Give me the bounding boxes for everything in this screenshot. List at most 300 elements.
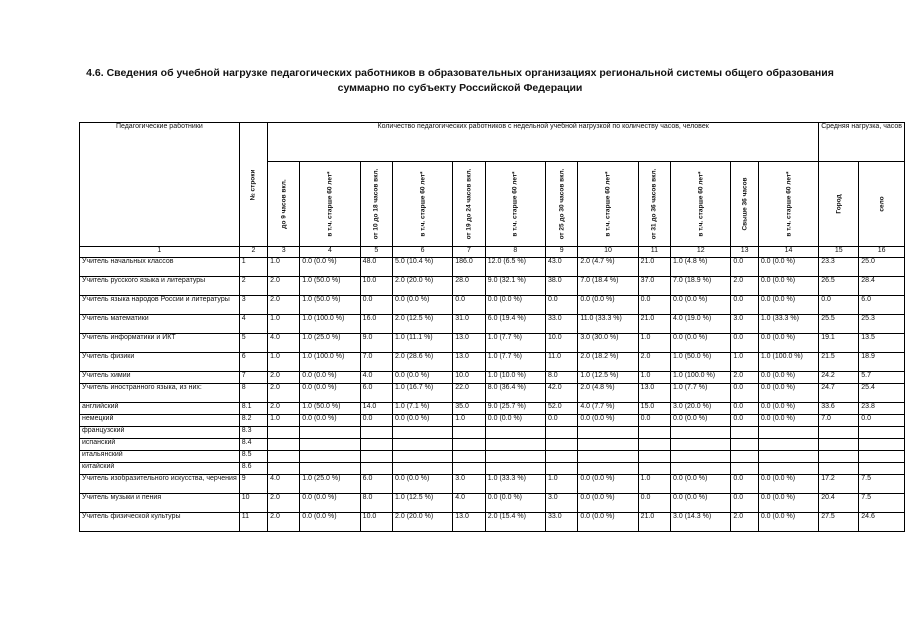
- table-row: [80, 475, 905, 494]
- table-cell: 5.0 (10.4 %): [393, 258, 453, 277]
- table-cell: [671, 427, 731, 439]
- row-label: Учитель изобразительного искусства, черчения: [80, 475, 240, 494]
- table-cell: 0.0 (0.0 %): [300, 494, 360, 513]
- table-row: [80, 384, 905, 403]
- table-cell: 10.0: [360, 513, 392, 532]
- col-number: 9: [545, 247, 577, 258]
- table-cell: 3.0 (14.3 %): [671, 513, 731, 532]
- table-cell: 0.0: [731, 384, 758, 403]
- table-cell: 1.0 (33.3 %): [758, 315, 818, 334]
- table-cell: 1.0: [638, 475, 670, 494]
- table-cell: 23.3: [819, 258, 859, 277]
- table-cell: 1.0 (50.0 %): [300, 403, 360, 415]
- table-row: [80, 315, 905, 334]
- table-cell: 6.0: [360, 384, 392, 403]
- table-cell: 1.0 (100.0 %): [300, 315, 360, 334]
- row-label: Учитель математики: [80, 315, 240, 334]
- table-cell: 0.0: [360, 415, 392, 427]
- table-cell: 1.0 (7.7 %): [671, 384, 731, 403]
- table-cell: [453, 451, 486, 463]
- table-cell: 1.0: [268, 353, 300, 372]
- table-cell: 1.0 (25.0 %): [300, 475, 360, 494]
- row-label: Учитель информатики и ИКТ: [80, 334, 240, 353]
- table-cell: 0.0 (0.0 %): [578, 296, 638, 315]
- table-cell: [758, 451, 818, 463]
- table-cell: 0.0 (0.0 %): [758, 513, 818, 532]
- col-number: 6: [393, 247, 453, 258]
- row-number: 7: [239, 372, 267, 384]
- title-line-2: суммарно по субъекту Российской Федерации: [337, 82, 583, 94]
- table-cell: 0.0: [731, 403, 758, 415]
- table-cell: 13.0: [453, 513, 486, 532]
- table-cell: [268, 427, 300, 439]
- col-number: 1: [80, 247, 240, 258]
- table-row: [80, 463, 905, 475]
- header-sub: Город: [819, 162, 859, 247]
- header-sub: от 19 до 24 часов вкл.: [453, 162, 486, 247]
- table-cell: 1.0 (50.0 %): [300, 277, 360, 296]
- table-cell: [819, 463, 859, 475]
- table-cell: 28.4: [859, 277, 905, 296]
- table-cell: 0.0 (0.0 %): [300, 415, 360, 427]
- row-label: Учитель физической культуры: [80, 513, 240, 532]
- header-sub: от 10 до 18 часов вкл.: [360, 162, 392, 247]
- table-cell: 0.0: [731, 475, 758, 494]
- col-number: 4: [300, 247, 360, 258]
- table-cell: 24.2: [819, 372, 859, 384]
- table-cell: 3.0 (30.0 %): [578, 334, 638, 353]
- table-cell: 2.0 (20.0 %): [393, 513, 453, 532]
- table-cell: 7.0: [360, 353, 392, 372]
- row-number: 8.1: [239, 403, 267, 415]
- table-cell: [859, 439, 905, 451]
- table-cell: 17.2: [819, 475, 859, 494]
- table-cell: [731, 427, 758, 439]
- col-number: 3: [268, 247, 300, 258]
- table-cell: [731, 463, 758, 475]
- table-cell: [453, 427, 486, 439]
- table-cell: [819, 439, 859, 451]
- table-cell: 11.0: [545, 353, 577, 372]
- table-cell: 0.0 (0.0 %): [485, 494, 545, 513]
- table-cell: 7.0 (18.4 %): [578, 277, 638, 296]
- table-cell: 9.0 (25.7 %): [485, 403, 545, 415]
- table-cell: 12.0 (6.5 %): [485, 258, 545, 277]
- table-cell: [300, 427, 360, 439]
- table-cell: 13.0: [638, 384, 670, 403]
- table-cell: [731, 451, 758, 463]
- table-cell: 3.0: [453, 475, 486, 494]
- table-cell: 0.0 (0.0 %): [758, 296, 818, 315]
- table-cell: 2.0: [731, 277, 758, 296]
- table-cell: 21.0: [638, 513, 670, 532]
- row-label: Учитель музыки и пения: [80, 494, 240, 513]
- table-cell: 2.0: [268, 372, 300, 384]
- col-number: 2: [239, 247, 267, 258]
- table-cell: [638, 463, 670, 475]
- table-cell: 0.0 (0.0 %): [758, 384, 818, 403]
- table-cell: 10.0: [545, 334, 577, 353]
- table-cell: [300, 439, 360, 451]
- table-cell: 2.0: [268, 296, 300, 315]
- header-staff: Педагогические работники: [80, 123, 240, 247]
- table-cell: [578, 451, 638, 463]
- table-cell: [268, 451, 300, 463]
- table-cell: [638, 427, 670, 439]
- header-count-group: Количество педагогических работников с недельной учебной нагрузкой по количеству часов, человек: [268, 123, 819, 162]
- table-cell: 1.0: [545, 475, 577, 494]
- table-cell: 0.0: [360, 296, 392, 315]
- table-cell: 8.0: [360, 494, 392, 513]
- table-cell: 1.0: [268, 415, 300, 427]
- col-number: 14: [758, 247, 818, 258]
- row-label: Учитель начальных классов: [80, 258, 240, 277]
- table-cell: 1.0 (12.5 %): [578, 372, 638, 384]
- table-cell: 52.0: [545, 403, 577, 415]
- table-cell: 24.6: [859, 513, 905, 532]
- row-label: французский: [80, 427, 240, 439]
- table-cell: 0.0: [731, 415, 758, 427]
- table-cell: 2.0 (20.0 %): [393, 277, 453, 296]
- table-cell: 18.9: [859, 353, 905, 372]
- table-cell: [268, 463, 300, 475]
- table-cell: 2.0: [268, 277, 300, 296]
- table-row: [80, 513, 905, 532]
- table-cell: 0.0 (0.0 %): [300, 258, 360, 277]
- table-cell: [671, 463, 731, 475]
- table-cell: 38.0: [545, 277, 577, 296]
- table-cell: [360, 451, 392, 463]
- row-number: 8.2: [239, 415, 267, 427]
- table-cell: 25.3: [859, 315, 905, 334]
- table-cell: [819, 427, 859, 439]
- table-cell: 2.0: [268, 513, 300, 532]
- table-cell: 25.5: [819, 315, 859, 334]
- table-cell: 1.0: [638, 334, 670, 353]
- table-cell: 2.0: [731, 372, 758, 384]
- header-rownum: № строки: [239, 123, 267, 247]
- table-cell: 1.0: [268, 315, 300, 334]
- table-cell: 1.0 (33.3 %): [485, 475, 545, 494]
- table-cell: [578, 427, 638, 439]
- table-cell: [300, 463, 360, 475]
- row-label: немецкий: [80, 415, 240, 427]
- row-label: Учитель иностранного языка, из них:: [80, 384, 240, 403]
- table-cell: [671, 451, 731, 463]
- table-cell: 0.0 (0.0 %): [758, 403, 818, 415]
- header-avg-group: Средняя нагрузка, часов: [819, 123, 905, 162]
- table-cell: 37.0: [638, 277, 670, 296]
- row-label: китайский: [80, 463, 240, 475]
- table-cell: 43.0: [545, 258, 577, 277]
- row-number: 8.6: [239, 463, 267, 475]
- table-cell: 3.0: [545, 494, 577, 513]
- row-number: 6: [239, 353, 267, 372]
- table-cell: 33.0: [545, 315, 577, 334]
- table-cell: 2.0 (4.8 %): [578, 384, 638, 403]
- table-row: [80, 353, 905, 372]
- col-number: 16: [859, 247, 905, 258]
- row-label: испанский: [80, 439, 240, 451]
- table-cell: 0.0 (0.0 %): [485, 415, 545, 427]
- table-cell: 1.0 (16.7 %): [393, 384, 453, 403]
- row-number: 10: [239, 494, 267, 513]
- table-row: [80, 258, 905, 277]
- table-cell: 1.0 (25.0 %): [300, 334, 360, 353]
- table-cell: 33.6: [819, 403, 859, 415]
- table-cell: 4.0: [453, 494, 486, 513]
- table-row: [80, 334, 905, 353]
- table-cell: [638, 439, 670, 451]
- row-label: итальянский: [80, 451, 240, 463]
- table-cell: [545, 439, 577, 451]
- table-cell: 0.0 (0.0 %): [758, 494, 818, 513]
- table-row: [80, 403, 905, 415]
- row-number: 11: [239, 513, 267, 532]
- table-cell: 2.0: [268, 384, 300, 403]
- workload-table: [79, 122, 905, 532]
- table-cell: 48.0: [360, 258, 392, 277]
- table-cell: [859, 451, 905, 463]
- table-cell: 22.0: [453, 384, 486, 403]
- table-cell: 23.8: [859, 403, 905, 415]
- table-cell: 14.0: [360, 403, 392, 415]
- table-cell: 0.0 (0.0 %): [671, 475, 731, 494]
- table-cell: 0.0 (0.0 %): [758, 277, 818, 296]
- table-cell: 4.0: [268, 334, 300, 353]
- row-number: 9: [239, 475, 267, 494]
- col-number: 8: [485, 247, 545, 258]
- table-cell: [360, 439, 392, 451]
- table-cell: 1.0: [731, 353, 758, 372]
- table-cell: 10.0: [360, 277, 392, 296]
- table-cell: 1.0 (100.0 %): [300, 353, 360, 372]
- header-sub: Свыше 36 часов: [731, 162, 758, 247]
- table-cell: [360, 427, 392, 439]
- table-cell: 0.0 (0.0 %): [300, 372, 360, 384]
- row-label: Учитель русского языка и литературы: [80, 277, 240, 296]
- row-number: 3: [239, 296, 267, 315]
- table-cell: 0.0 (0.0 %): [393, 296, 453, 315]
- document-title: [60, 66, 860, 96]
- header-sub: от 31 до 36 часов вкл.: [638, 162, 670, 247]
- table-cell: 0.0 (0.0 %): [671, 415, 731, 427]
- row-number: 8.3: [239, 427, 267, 439]
- table-cell: 13.0: [453, 353, 486, 372]
- table-cell: 35.0: [453, 403, 486, 415]
- row-number: 4: [239, 315, 267, 334]
- table-cell: 1.0 (100.0 %): [671, 372, 731, 384]
- table-cell: 1.0 (11.1 %): [393, 334, 453, 353]
- row-number: 8.4: [239, 439, 267, 451]
- table-cell: [485, 463, 545, 475]
- table-cell: 2.0 (15.4 %): [485, 513, 545, 532]
- table-cell: [393, 451, 453, 463]
- table-cell: [578, 439, 638, 451]
- table-cell: [485, 439, 545, 451]
- table-cell: 4.0 (19.0 %): [671, 315, 731, 334]
- table-row: [80, 427, 905, 439]
- table-cell: [453, 439, 486, 451]
- table-row: [80, 451, 905, 463]
- table-cell: 0.0: [819, 296, 859, 315]
- table-cell: 25.0: [859, 258, 905, 277]
- table-cell: [545, 451, 577, 463]
- table-cell: 2.0: [268, 403, 300, 415]
- table-cell: 26.5: [819, 277, 859, 296]
- table-cell: 0.0 (0.0 %): [758, 415, 818, 427]
- table-cell: 6.0: [859, 296, 905, 315]
- table-cell: 21.0: [638, 315, 670, 334]
- table-cell: 15.0: [638, 403, 670, 415]
- table-cell: 7.5: [859, 494, 905, 513]
- table-cell: 2.0 (12.5 %): [393, 315, 453, 334]
- table-cell: [731, 439, 758, 451]
- table-cell: 0.0: [545, 415, 577, 427]
- table-cell: 1.0 (50.0 %): [671, 353, 731, 372]
- table-cell: 0.0: [453, 296, 486, 315]
- table-cell: 11.0 (33.3 %): [578, 315, 638, 334]
- table-cell: 7.0 (18.9 %): [671, 277, 731, 296]
- row-label: Учитель химии: [80, 372, 240, 384]
- table-cell: 0.0 (0.0 %): [578, 494, 638, 513]
- table-cell: 1.0: [638, 372, 670, 384]
- row-label: Учитель физики: [80, 353, 240, 372]
- table-cell: 13.0: [453, 334, 486, 353]
- table-cell: [758, 439, 818, 451]
- table-cell: 0.0: [638, 415, 670, 427]
- table-cell: 2.0 (4.7 %): [578, 258, 638, 277]
- table-cell: 0.0 (0.0 %): [671, 296, 731, 315]
- table-cell: [859, 463, 905, 475]
- table-cell: 0.0: [731, 494, 758, 513]
- table-cell: 0.0 (0.0 %): [758, 334, 818, 353]
- table-cell: [485, 451, 545, 463]
- header-sub: в т.ч. старше 60 лет*: [758, 162, 818, 247]
- table-row: [80, 439, 905, 451]
- table-cell: 16.0: [360, 315, 392, 334]
- table-cell: 4.0: [360, 372, 392, 384]
- table-cell: 2.0 (28.6 %): [393, 353, 453, 372]
- table-cell: 1.0: [268, 258, 300, 277]
- table-cell: 0.0: [638, 494, 670, 513]
- table-cell: 2.0: [268, 494, 300, 513]
- table-cell: 1.0: [453, 415, 486, 427]
- table-cell: 0.0 (0.0 %): [393, 415, 453, 427]
- table-cell: [268, 439, 300, 451]
- table-cell: 1.0 (4.8 %): [671, 258, 731, 277]
- table-cell: 0.0: [731, 334, 758, 353]
- table-cell: [671, 439, 731, 451]
- table-cell: 13.5: [859, 334, 905, 353]
- table-row: [80, 296, 905, 315]
- table-cell: 186.0: [453, 258, 486, 277]
- table-cell: [545, 427, 577, 439]
- table-cell: 7.0: [819, 415, 859, 427]
- table-cell: 33.0: [545, 513, 577, 532]
- table-cell: 1.0 (100.0 %): [758, 353, 818, 372]
- table-cell: 1.0 (7.1 %): [393, 403, 453, 415]
- col-number: 11: [638, 247, 670, 258]
- table-cell: [393, 427, 453, 439]
- header-sub: в т.ч. старше 60 лет*: [485, 162, 545, 247]
- header-sub: в т.ч. старше 60 лет*: [578, 162, 638, 247]
- table-cell: 25.4: [859, 384, 905, 403]
- table-cell: 6.0: [360, 475, 392, 494]
- table-cell: 1.0 (7.7 %): [485, 353, 545, 372]
- table-cell: 10.0: [453, 372, 486, 384]
- table-row: [80, 277, 905, 296]
- table-cell: [545, 463, 577, 475]
- table-cell: 0.0: [638, 296, 670, 315]
- table-cell: 27.5: [819, 513, 859, 532]
- table-cell: 3.0 (20.0 %): [671, 403, 731, 415]
- table-cell: 2.0: [731, 513, 758, 532]
- table-cell: [300, 451, 360, 463]
- table-cell: 0.0 (0.0 %): [578, 513, 638, 532]
- table-cell: 4.0: [268, 475, 300, 494]
- table-cell: 1.0 (10.0 %): [485, 372, 545, 384]
- table-cell: 5.7: [859, 372, 905, 384]
- table-cell: 8.0 (36.4 %): [485, 384, 545, 403]
- header-sub: в т.ч. старше 60 лет*: [393, 162, 453, 247]
- table-cell: 0.0: [731, 258, 758, 277]
- table-cell: [393, 463, 453, 475]
- table-cell: 6.0 (19.4 %): [485, 315, 545, 334]
- table-cell: 0.0 (0.0 %): [300, 384, 360, 403]
- table-cell: [360, 463, 392, 475]
- table-cell: 8.0: [545, 372, 577, 384]
- table-cell: 21.0: [638, 258, 670, 277]
- col-number: 15: [819, 247, 859, 258]
- table-cell: 0.0 (0.0 %): [485, 296, 545, 315]
- row-number: 1: [239, 258, 267, 277]
- table-cell: [859, 427, 905, 439]
- col-number: 12: [671, 247, 731, 258]
- table-cell: [638, 451, 670, 463]
- table-cell: 21.5: [819, 353, 859, 372]
- table-row: [80, 494, 905, 513]
- table-cell: 0.0 (0.0 %): [393, 372, 453, 384]
- table-cell: 0.0: [859, 415, 905, 427]
- row-number: 2: [239, 277, 267, 296]
- table-cell: 42.0: [545, 384, 577, 403]
- table-cell: 28.0: [453, 277, 486, 296]
- table-cell: [758, 427, 818, 439]
- table-cell: 24.7: [819, 384, 859, 403]
- table-cell: 0.0 (0.0 %): [758, 258, 818, 277]
- table-cell: [453, 463, 486, 475]
- table-cell: 0.0 (0.0 %): [393, 475, 453, 494]
- table-row: [80, 372, 905, 384]
- table-cell: 0.0 (0.0 %): [758, 372, 818, 384]
- table-cell: 7.5: [859, 475, 905, 494]
- table-cell: 0.0: [731, 296, 758, 315]
- header-sub: село: [859, 162, 905, 247]
- col-number: 13: [731, 247, 758, 258]
- table-cell: 0.0 (0.0 %): [578, 475, 638, 494]
- table-cell: 2.0 (18.2 %): [578, 353, 638, 372]
- table-cell: 20.4: [819, 494, 859, 513]
- header-sub: в т.ч. старше 60 лет*: [300, 162, 360, 247]
- table-cell: 4.0 (7.7 %): [578, 403, 638, 415]
- row-number: 8.5: [239, 451, 267, 463]
- row-label: Учитель языка народов России и литературы: [80, 296, 240, 315]
- col-number: 5: [360, 247, 392, 258]
- table-cell: 0.0 (0.0 %): [578, 415, 638, 427]
- table-cell: 9.0 (32.1 %): [485, 277, 545, 296]
- table-cell: 0.0 (0.0 %): [758, 475, 818, 494]
